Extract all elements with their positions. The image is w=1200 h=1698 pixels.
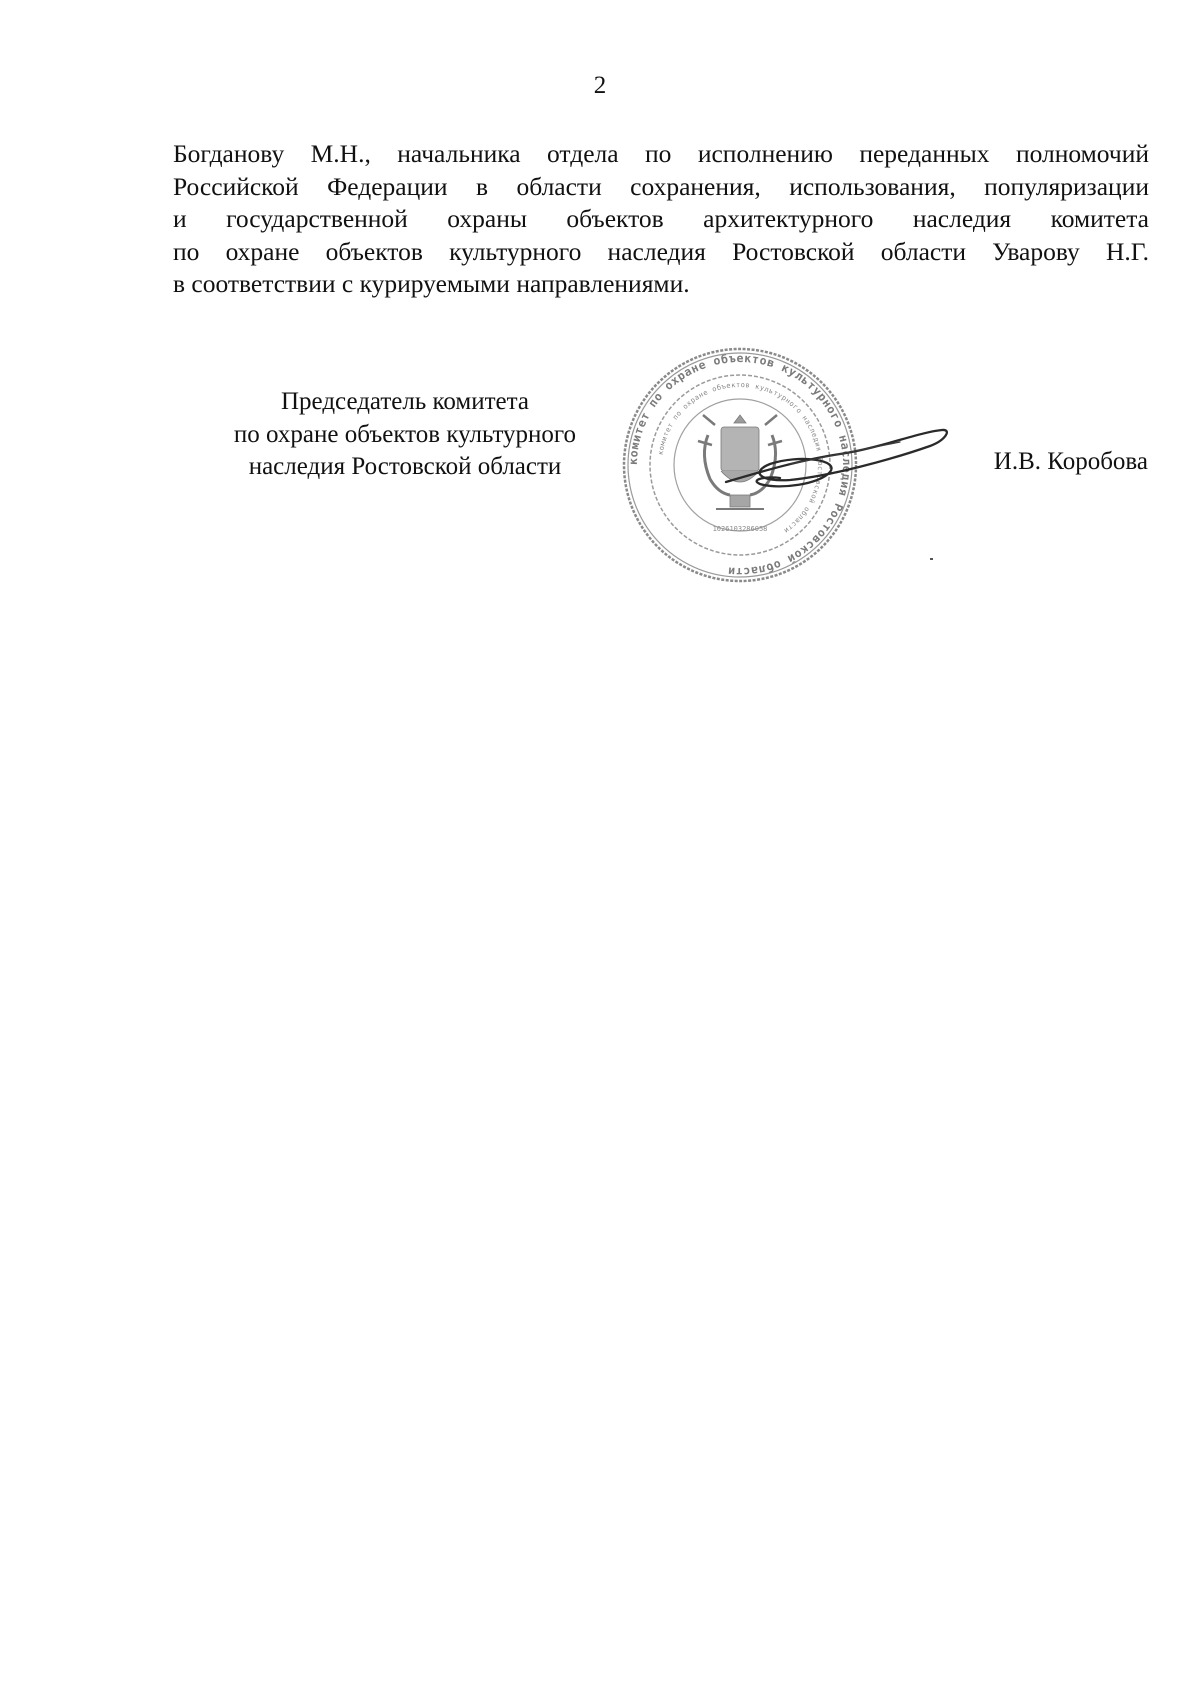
handwritten-signature xyxy=(720,420,950,510)
body-line: по охране объектов культурного наследия Ростовской области Уварову Н.Г. xyxy=(173,236,1149,266)
position-line: наследия Ростовской области xyxy=(248,453,562,480)
seal-outer-text: комитет по охране объектов культурного наследия Ростовской области xyxy=(625,350,855,580)
page-number: 2 xyxy=(593,72,607,99)
signatory-position xyxy=(180,386,630,484)
body-line: Богданову М.Н., начальника отдела по исполнению переданных полномочий xyxy=(173,139,1149,168)
body-line: в соответствии с курируемыми направлениями. xyxy=(173,269,690,298)
seal-number: 1026103286058 xyxy=(712,525,768,533)
signer-name: И.В. Коробова xyxy=(993,448,1148,475)
body-line: Российской Федерации в области сохранения, использования, популяризации xyxy=(173,171,1149,201)
position-line: по охране объектов культурного xyxy=(233,420,577,448)
body-paragraph xyxy=(173,138,1149,301)
scan-speck xyxy=(930,558,933,560)
position-line: Председатель комитета xyxy=(281,388,529,415)
body-line: и государственной охраны объектов архитектурного наследия комитета xyxy=(173,204,1149,233)
seal-inner-text: комитет по охране объектов культурного наследия Ростовской области xyxy=(656,380,825,535)
